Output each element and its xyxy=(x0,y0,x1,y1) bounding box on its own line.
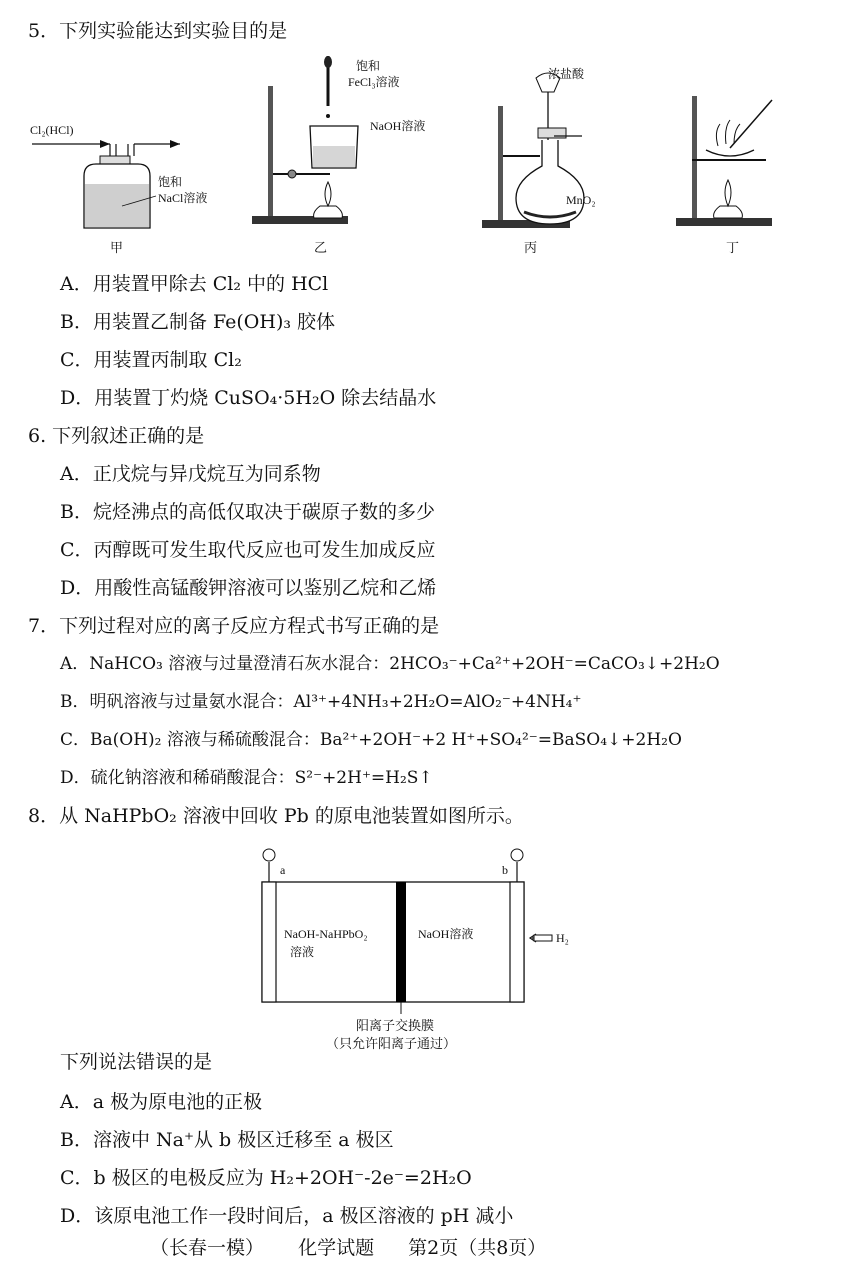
q5-stem: 5．下列实验能达到实验目的是 xyxy=(28,20,288,42)
yi-beaker-label: NaOH溶液 xyxy=(370,119,426,133)
q6-stem: 6. 下列叙述正确的是 xyxy=(28,425,205,447)
q5-option-a: A．用装置甲除去 Cl₂ 中的 HCl xyxy=(60,273,329,295)
bing-caption: 丙 xyxy=(524,241,538,256)
ding-caption: 丁 xyxy=(726,241,740,256)
left-solution-label-2: 溶液 xyxy=(290,945,315,959)
yi-dropper-label-2: FeCl₃溶液 xyxy=(348,75,400,89)
footer-exam: （长春一模） xyxy=(150,1237,265,1259)
q8-sub-stem: 下列说法错误的是 xyxy=(60,1051,213,1073)
q7-option-a: A．NaHCO₃ 溶液与过量澄清石灰水混合：2HCO₃⁻+Ca²⁺+2OH⁻=CaCO₃↓+2H₂O xyxy=(60,654,720,674)
q5-option-b: B．用装置乙制备 Fe(OH)₃ 胶体 xyxy=(60,311,336,333)
apparatus-jia xyxy=(30,123,207,256)
q7-stem: 7．下列过程对应的离子反应方程式书写正确的是 xyxy=(28,615,440,637)
q8-option-d: D．该原电池工作一段时间后，a 极区溶液的 pH 减小 xyxy=(60,1205,514,1227)
yi-dropper-label-1: 饱和 xyxy=(356,59,381,73)
q8-option-c: C．b 极区的电极反应为 H₂+2OH⁻-2e⁻=2H₂O xyxy=(60,1167,472,1189)
electrode-a-label: a xyxy=(280,863,286,877)
left-solution-label-1: NaOH-NaHPbO₂ xyxy=(284,927,368,941)
q7-option-d: D．硫化钠溶液和稀硝酸混合：S²⁻+2H⁺=H₂S↑ xyxy=(60,768,433,788)
yi-caption: 乙 xyxy=(314,241,328,256)
right-solution-label: NaOH溶液 xyxy=(418,927,474,941)
h2-inlet-label: H₂ xyxy=(556,931,569,945)
footer-subject: 化学试题 xyxy=(298,1237,375,1259)
bing-funnel-label: 浓盐酸 xyxy=(548,67,585,81)
q6-option-b: B．烷烃沸点的高低仅取决于碳原子数的多少 xyxy=(60,501,435,523)
q6-option-d: D．用酸性高锰酸钾溶液可以鉴别乙烷和乙烯 xyxy=(60,577,437,599)
bing-flask-label: MnO₂ xyxy=(566,193,596,207)
footer-page: 第2页（共8页） xyxy=(408,1237,547,1259)
apparatus-ding xyxy=(676,96,772,256)
apparatus-bing xyxy=(482,66,596,256)
q7-option-c: C．Ba(OH)₂ 溶液与稀硫酸混合：Ba²⁺+2OH⁻+2 H⁺+SO₄²⁻=BaSO₄↓+2H₂O xyxy=(60,730,682,750)
page-footer xyxy=(150,1236,574,1260)
membrane-label-1: 阳离子交换膜 xyxy=(356,1019,435,1034)
q8-option-b: B．溶液中 Na⁺从 b 极区迁移至 a 极区 xyxy=(60,1129,394,1151)
q8-stem: 8．从 NaHPbO₂ 溶液中回收 Pb 的原电池装置如图所示。 xyxy=(28,805,524,827)
q5-option-d: D．用装置丁灼烧 CuSO₄·5H₂O 除去结晶水 xyxy=(60,387,437,409)
jia-caption: 甲 xyxy=(110,241,124,256)
cation-exchange-membrane xyxy=(396,882,406,1002)
q5-option-c: C．用装置丙制取 Cl₂ xyxy=(60,349,242,371)
q8-cell-diagram xyxy=(250,842,590,1054)
membrane-label-2: （只允许阳离子通过） xyxy=(326,1037,457,1052)
q6-option-c: C．丙醇既可发生取代反应也可发生加成反应 xyxy=(60,539,436,561)
q5-figure xyxy=(30,56,780,262)
jia-solution-label-2: NaCl溶液 xyxy=(158,191,208,205)
electrode-b-label: b xyxy=(502,863,508,877)
q6-option-a: A．正戊烷与异戊烷互为同系物 xyxy=(60,463,321,485)
apparatus-yi xyxy=(252,56,425,256)
jia-solution-label-1: 饱和 xyxy=(158,175,183,189)
jia-gas-label: Cl₂(HCl) xyxy=(30,123,74,137)
q7-option-b: B．明矾溶液与过量氨水混合：Al³⁺+4NH₃+2H₂O=AlO₂⁻+4NH₄⁺ xyxy=(60,692,582,712)
q8-option-a: A．a 极为原电池的正极 xyxy=(60,1091,263,1113)
